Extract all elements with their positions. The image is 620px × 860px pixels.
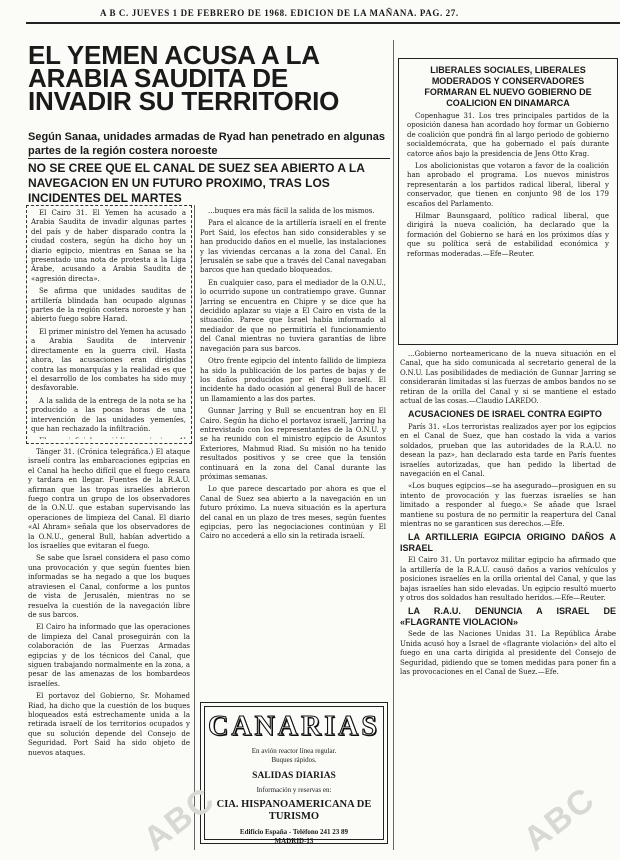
story-paragraph: Para el alcance de la artillería israelí en el frente Port Said, los efectos han sido considerables y se han producido daños en el muelle, las instalaciones y las viviendas cercanas a la zona del Canal. En Jerusalén se sabe que a través del Canal navegaban barcos que han quedado bloqueados. [200,219,386,275]
section-headline-artillery: LA ARTILLERIA EGIPCIA ORIGINO DAÑOS A ISRAEL [400,532,616,553]
ad-inner-border [204,706,384,840]
story-paragraph: Tánger 31. (Crónica telegráfica.) El ataque israelí contra las embarcaciones egipcias en el Canal ha hecho difícil que el fuego cesara y tardara en llegar. Fuentes de la R.A.U. afirman que las tropas israelíes abrieron fuego contra un grupo de los observadores de la O.N.U. que estaban supervisando las operaciones de limpieza del Canal. El diario «Al Ahram» señala que los observadores de la O.N.U., general Bull, habían advertido a los israelíes que evitaran el fuego. [28,448,190,551]
column-divider [393,40,394,850]
watermark-abc: ABC [516,779,603,859]
section-paragraph: París 31. «Los terroristas realizados ayer por los egipcios en el Canal de Suez, que han costado la vida a varios soldados, prueban que las autoridades de la R.A.U. no desean la paz», han declarado esta tarde en París fuentes israelíes autorizadas, que han pedido la libertad de navegación en el Canal. [400,422,616,478]
ad-title: CANARIAS [208,711,380,742]
lead-paragraph: A la salida de la entrega de la nota se ha producido a las pocas horas de una intervención de las unidades yemeníes, que han rechazado la infiltración. [31,396,186,433]
running-head: A B C. JUEVES 1 DE FEBRERO DE 1968. EDICION DE LA MAÑANA. PAG. 27. [100,8,459,18]
main-headline: EL YEMEN ACUSA A LA ARABIA SAUDITA DE INVADIR SU TERRITORIO [28,40,340,116]
sidebar-paragraph: Hilmar Baunsgaard, político radical liberal, que dirigirá la nueva coalición, ha declarado que la formación del Gobierno se hará en los próximos días y que su política será de estabilidad económica y reformas moderadas.—Efe—Reuter. [407,212,609,258]
section-paragraph: El Cairo 31. Un portavoz militar egipcio ha afirmado que la artillería de la R.A.U. causó daños a varios vehículos y posiciones israelíes en la orilla oriental del Canal, y que las bajas israelíes han sido elevadas. Un egipcio resultó muerto y otros dos soldados han resultado heridos.—Efe—Reuter. [400,556,616,603]
section-paragraph: Sede de las Naciones Unidas 31. La República Árabe Unida acusó hoy a Israel de «flagrante violación» del alto el fuego en una carta dirigida al presidente del Consejo de Seguridad, pidiendo que se tomen medidas para poner fin a las provocaciones en el Canal de Suez.—Efe. [400,630,616,677]
sidebar-headline: LIBERALES SOCIALES, LIBERALES MODERADOS Y CONSERVADORES FORMARAN EL NUEVO GOBIERNO DE COALICION EN DINAMARCA [424,65,592,108]
story-paragraph: Lo que parece descartado por ahora es que el Canal de Suez sea abierto a la navegación en un futuro próximo. La nueva situación es la apertura del canal en un plazo de tres meses, según fuentes egipcias, pero las negociaciones continúan y El Cairo no accederá a ello sin la retirada israelí. [200,485,386,541]
story-paragraph: El Cairo ha informado que las operaciones de limpieza del Canal proseguirán con la colaboración de las Fuerzas Armadas egipcias y de los técnicos del Canal, que siguen trabajando normalmente en la zona, a pesar de las amenazas de los bombardeos israelíes. [28,623,190,688]
ad-daily-departures: SALIDAS DIARIAS [252,771,336,781]
story-paragraph: ...buques era más fácil la salida de los mismos. [208,207,375,215]
ad-company: CIA. HISPANOAMERICANA DE TURISMO [216,799,372,822]
story-column-1 [28,448,190,852]
story-paragraph: Otro frente egipcio del intento fallido de limpieza ha sido la publicación de los partes de bajas y de los daños producidos por el fuego israelí. El incidente ha dado ocasión al general Bull de hacer un llamamiento a las dos partes. [200,357,386,403]
story-paragraph: El portavoz del Gobierno, Sr. Mohamed Riad, ha dicho que la cuestión de los buques bloqueados está estrechamente unida a la retirada israelí de los territorios ocupados y que su solución depende del Consejo de Seguridad. Port Said ha sido objeto de nuevos ataques. [28,692,190,757]
ad-line-2: Buques rápidos. [271,756,317,764]
story-paragraph: En cualquier caso, para el mediador de la O.N.U., lo ocurrido supone un contratiempo grave. Gunnar Jarring se encuentra en Chipre y se dice que ha decidido aplazar su viaje a El Cairo en vista de la situación. Parece que Israel había informado al mediador de que no permitiría el funcionamiento del Canal mientras no tuviera garantías de libre navegación para sus barcos. [200,278,386,353]
section-headline-accusations: ACUSACIONES DE ISRAEL CONTRA EGIPTO [408,409,602,420]
sidebar-box [398,58,618,345]
main-subhead: Según Sanaa, unidades armadas de Ryad han penetrado en algunas partes de la región costera noroeste [28,131,385,157]
lead-paragraph [31,437,186,439]
main-deck: NO SE CREE QUE EL CANAL DE SUEZ SEA ABIERTO A LA NAVEGACION EN UN FUTURO PROXIMO, TRAS LOS INCIDENTES DEL MARTES [28,161,365,205]
section-paragraph: «Los buques egipcios—se ha asegurado—prosiguen en su intento de provocación y las fuerzas israelíes se han limitado a responder al fuego.» Se añade que Israel mantiene su postura de no permitir la reapertura del Canal mientras no se garanticen sus derechos.—Efe. [400,482,616,528]
story-paragraph: Se sabe que Israel considera el paso como una provocación y que según fuentes bien informadas se ha negado a que los buques atraviesen el Canal, conforme a los puntos de vista de Jerusalén, mientras no se resuelva la cuestión de la navegación libre de sus barcos. [28,554,190,619]
ad-info: Información y reservas en: [256,786,332,794]
lead-box-text [31,209,186,439]
story-paragraph: ...Gobierno norteamericano de la nueva situación en el Canal, que ha sido comunicada al secretario general de la O.N.U. Las posibilidades de mediación de Gunnar Jarring se considerarán limitadas si las fuerzas de ambos bandos no se retiran de la orilla del Canal y si se mantiene el estado actual de las cosas.—Claudio LAREDO. [400,350,616,406]
column-divider [194,205,195,850]
sidebar-paragraph: Copenhague 31. Los tres principales partidos de la oposición danesa han acordado hoy formar un Gobierno de coalición que pondrá fin al largo periodo de gobierno socialdemócrata, que ha gobernado el país durante catorce años bajo la presidencia de Jens Otto Krag. [407,112,609,158]
story-paragraph: Gunnar Jarring y Bull se encuentran hoy en El Cairo. Según ha dicho el portavoz israelí, Jarring ha entrevistado con los representantes de la O.N.U. y se ha reunido con el ministro egipcio de Asuntos Exteriores, Mahmud Riad. Su misión no ha tenido resultados positivos y se cree que la tensión continuará en la zona del Canal durante las próximas semanas. [200,407,386,481]
lead-paragraph: El primer ministro del Yemen ha acusado a Arabia Saudita de intervenir directamente en la guerra civil. Hasta ahora, las acusaciones eran dirigidas contra las monarquías y la realidad es que el desarrollo de los combates ha sido muy desfavorable. [31,327,186,393]
story-column-3 [400,350,616,850]
ad-line-1: En avión reactor línea regular. [251,747,337,755]
lead-paragraph: Se afirma que unidades sauditas de artillería blindada han ocupado algunas partes de la región costera noroeste y han abierto fuego sobre Harad. [31,287,186,324]
deck-rule [28,158,390,159]
sidebar-text [407,65,609,339]
canarias-advertisement [200,702,388,844]
ad-city: MADRID-13 [274,837,314,845]
watermark-abc: ABC [136,779,223,859]
story-column-2 [200,207,386,697]
sidebar-paragraph: Los abolicionistas que votaron a favor de la coalición han aprobado el programa. Los nuevos ministros representarán a los partidos radical liberal, liberal y conservador, que tienen en conjunto 98 de los 179 escaños del Parlamento. [407,162,609,208]
lead-paragraph: El Cairo 31. El Yemen ha acusado a Arabia Saudita de invadir algunas partes del país y de haber disparado contra la ciudad costera, según ha dicho hoy un diario egipcio, mientras en Sanaa se ha presentado una nota de protesta a la Liga Árabe, acusando a Arabia Saudita de «agresión directa». [31,209,186,283]
top-rule [26,22,620,24]
section-headline-rau: LA R.A.U. DENUNCIA A ISRAEL DE «FLAGRANTE VIOLACION» [400,606,616,627]
ad-address: Edificio España - Teléfono 241 23 89 [239,828,349,836]
